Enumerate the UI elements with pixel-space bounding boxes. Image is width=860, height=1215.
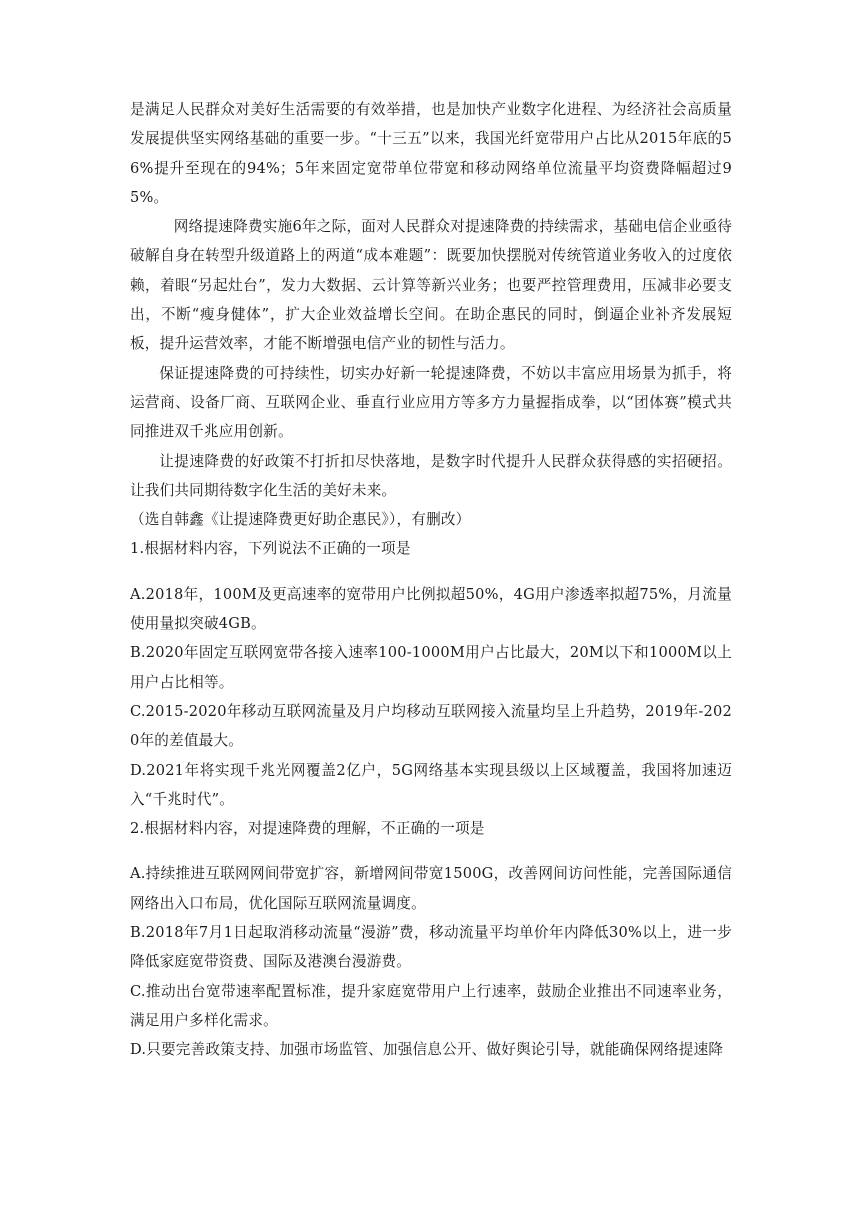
question-2-option-d: D.只要完善政策支持、加强市场监管、加强信息公开、做好舆论引导，就能确保网络提速降 [130, 1041, 724, 1059]
question-1-option-c: C.2015-2020年移动互联网流量及月户均移动互联网接入流量均呈上升趋势，2019年-2020年的差值最大。 [130, 702, 732, 750]
article-paragraph-1: 是满足人民群众对美好生活需要的有效举措，也是加快产业数字化进程、为经济社会高质量发展提供坚实网络基础的重要一步。“十三五”以来，我国光纤宽带用户占比从2015年底的56%提升至现在的94%；5年来固定宽带单位带宽和移动网络单位流量平均资费降幅超过95%。 [130, 101, 732, 206]
question-2-option-b: B.2018年7月1日起取消移动流量“漫游”费，移动流量平均单价年内降低30%以上，进一步降低家庭宽带资费、国际及港澳台漫游费。 [130, 924, 732, 971]
question-1-stem: 1.根据材料内容，下列说法不正确的一项是 [130, 540, 411, 558]
article-paragraph-3: 保证提速降费的可持续性，切实办好新一轮提速降费，不妨以丰富应用场景为抓手，将运营商、设备厂商、互联网企业、垂直行业应用方等多方力量握指成拳，以“团体赛”模式共同推进双千兆应用创新。 [130, 364, 732, 441]
question-2-stem: 2.根据材料内容，对提速降费的理解，不正确的一项是 [130, 820, 485, 838]
question-2-option-a: A.持续推进互联网网间带宽扩容，新增网间带宽1500G，改善网间访问性能，完善国际通信网络出入口布局，优化国际互联网流量调度。 [130, 865, 732, 912]
article-source: （选自韩鑫《让提速降费更好助企惠民》），有删改） [130, 511, 471, 529]
question-1-option-b: B.2020年固定互联网宽带各接入速率100-1000M用户占比最大，20M以下和1000M以上用户占比相等。 [130, 644, 732, 691]
document-page [130, 95, 732, 1065]
question-1-option-a: A.2018年，100M及更高速率的宽带用户比例拟超50%，4G用户渗透率拟超75%，月流量使用量拟突破4GB。 [130, 585, 732, 633]
article-paragraph-4: 让提速降费的好政策不打折扣尽快落地，是数字时代提升人民群众获得感的实招硬招。让我们共同期待数字化生活的美好未来。 [130, 452, 732, 499]
article-paragraph-2: 网络提速降费实施6年之际，面对人民群众对提速降费的持续需求，基础电信企业亟待破解自身在转型升级道路上的两道“成本难题”：既要加快摆脱对传统管道业务收入的过度依赖，着眼“另起灶台”，发力大数据、云计算等新兴业务；也要严控管理费用，压减非必要支出，不断“瘦身健体”，扩大企业效益增长空间。在助企惠民的同时，倒逼企业补齐发展短板，提升运营效率，才能不断增强电信产业的韧性与活力。 [130, 218, 732, 353]
question-1-option-d: D.2021年将实现千兆光网覆盖2亿户，5G网络基本实现县级以上区域覆盖，我国将加速迈入“千兆时代”。 [130, 761, 732, 808]
question-2-option-c: C.推动出台宽带速率配置标准，提升家庭宽带用户上行速率，鼓励企业推出不同速率业务，满足用户多样化需求。 [130, 982, 732, 1029]
